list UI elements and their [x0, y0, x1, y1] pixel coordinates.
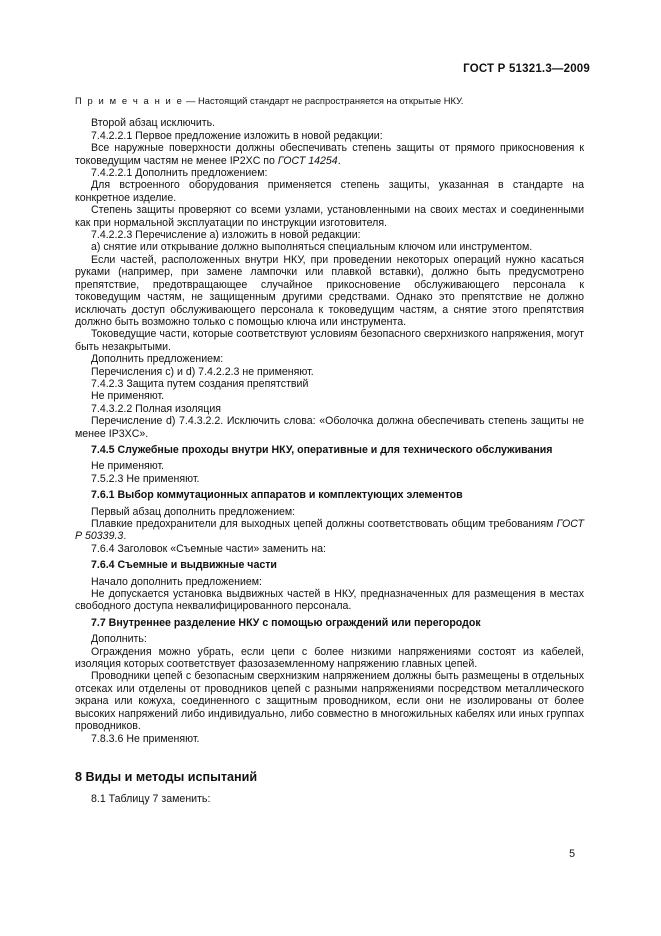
note-text: — Настоящий стандарт не распространяется на открытые НКУ. — [183, 95, 464, 106]
document-id-header: ГОСТ Р 51321.3—2009 — [463, 63, 590, 75]
clause-ref: 7.4.3.2.2 Полная изоляция — [91, 402, 222, 415]
subsection-heading: 7.7 Внутреннее разделение НКУ с помощью ограждений или перегородок — [91, 616, 481, 629]
clause-ref: 7.4.2.2.1 Дополнить предложением: — [91, 167, 268, 180]
paragraph: Дополнить: — [91, 633, 147, 646]
subsection-heading: 7.4.5 Служебные проходы внутри НКУ, оперативные и для технического обслуживания — [91, 443, 553, 456]
page-content — [75, 93, 584, 806]
paragraph: Для встроенного оборудования применяется степень защиты, указанная в стандарте на конкретное изделие. — [75, 179, 584, 204]
clause-ref: 7.4.2.2.3 Перечисление а) изложить в новой редакции: — [91, 229, 361, 242]
paragraph-text: Плавкие предохранители для выходных цепей должны соответствовать общим требованиям — [91, 518, 557, 530]
paragraph: Не допускается установка выдвижных частей в НКУ, предназначенных для размещения в местах свободного доступа неквалифицированного персонала. — [75, 588, 584, 613]
clause-ref: 7.6.4 Заголовок «Съемные части» заменить на: — [91, 542, 326, 555]
paragraph — [75, 142, 584, 167]
paragraph: Проводники цепей с безопасным сверхнизким напряжением должны быть размещены в отдельных отсеках или отделены от проводников цепей с разными напряжениями посредством металлического экрана или кожуха, соединенного с защитным проводником, если они не изолированы от более высоких напряжений либо индивидуально, либо совместно в многожильных кабелях или иных группах проводников. — [75, 670, 584, 733]
paragraph: Начало дополнить предложением: — [91, 575, 262, 588]
note-label: П р и м е ч а н и е — [75, 95, 184, 106]
list-item: а) снятие или открывание должно выполняться специальным ключом или инструментом. — [91, 241, 533, 254]
paragraph-text: . — [123, 530, 127, 543]
clause-ref: 7.5.2.3 Не применяют. — [91, 472, 200, 485]
subsection-heading: 7.6.4 Съемные и выдвижные части — [91, 559, 277, 572]
standard-reference: ГОСТ Р 50339.3 — [75, 518, 584, 543]
page-number: 5 — [569, 848, 575, 860]
paragraph-text: . — [337, 154, 341, 167]
standard-reference: ГОСТ 14254 — [277, 154, 338, 167]
clause-ref: 7.4.2.2.1 Первое предложение изложить в новой редакции: — [91, 129, 383, 142]
paragraph: Второй абзац исключить. — [91, 117, 216, 130]
clause-ref: 7.4.2.3 Защита путем создания препятствий — [91, 377, 309, 390]
paragraph-text: Все наружные поверхности должны обеспечивать степень защиты от прямого прикосновения к токоведущим частям не менее IP2XC по — [75, 142, 584, 167]
paragraph: Ограждения можно убрать, если цепи с более низкими напряжениями состоят из кабелей, изоляция которых соответствует фазозаземленному напряжению главных цепей. — [75, 645, 584, 671]
paragraph: Не применяют. — [91, 390, 165, 403]
section-heading: 8 Виды и методы испытаний — [75, 769, 258, 784]
paragraph: Дополнить предложением: — [91, 353, 224, 366]
paragraph: Токоведущие части, которые соответствуют условиям безопасного сверхнизкого напряжения, могут быть незакрытыми. — [75, 328, 584, 353]
paragraph: Степень защиты проверяют со всеми узлами, установленными на своих местах и соединенными как при нормальной эксплуатации по инструкции изготовителя. — [75, 204, 584, 229]
paragraph: Если частей, расположенных внутри НКУ, при проведении некоторых операций нужно касаться руками (например, при замене лампочки или плавкой вставки), должно быть предусмотрено препятствие, предотвращающее случайное прикосновение обслуживающего персонала к токоведущим частям, не защищенным другими средствами. Однако это препятствие не должно исключать доступ обслуживающего персонала к токоведущим частям, а снятие этого препятствия должно быть возможно только с помощью ключа или инструмента. — [75, 253, 584, 328]
paragraph: Не применяют. — [91, 460, 165, 473]
paragraph: Первый абзац дополнить предложением: — [91, 505, 296, 518]
paragraph — [75, 518, 584, 543]
paragraph: 8.1 Таблицу 7 заменить: — [91, 793, 211, 806]
paragraph: Перечисления с) и d) 7.4.2.2.3 не применяют. — [91, 365, 314, 378]
clause-ref: 7.8.3.6 Не применяют. — [91, 732, 200, 745]
subsection-heading: 7.6.1 Выбор коммутационных аппаратов и комплектующих элементов — [91, 489, 463, 502]
paragraph: Перечисление d) 7.4.3.2.2. Исключить слова: «Оболочка должна обеспечивать степень защиты не менее IP3XC». — [75, 415, 584, 440]
note — [75, 95, 584, 107]
